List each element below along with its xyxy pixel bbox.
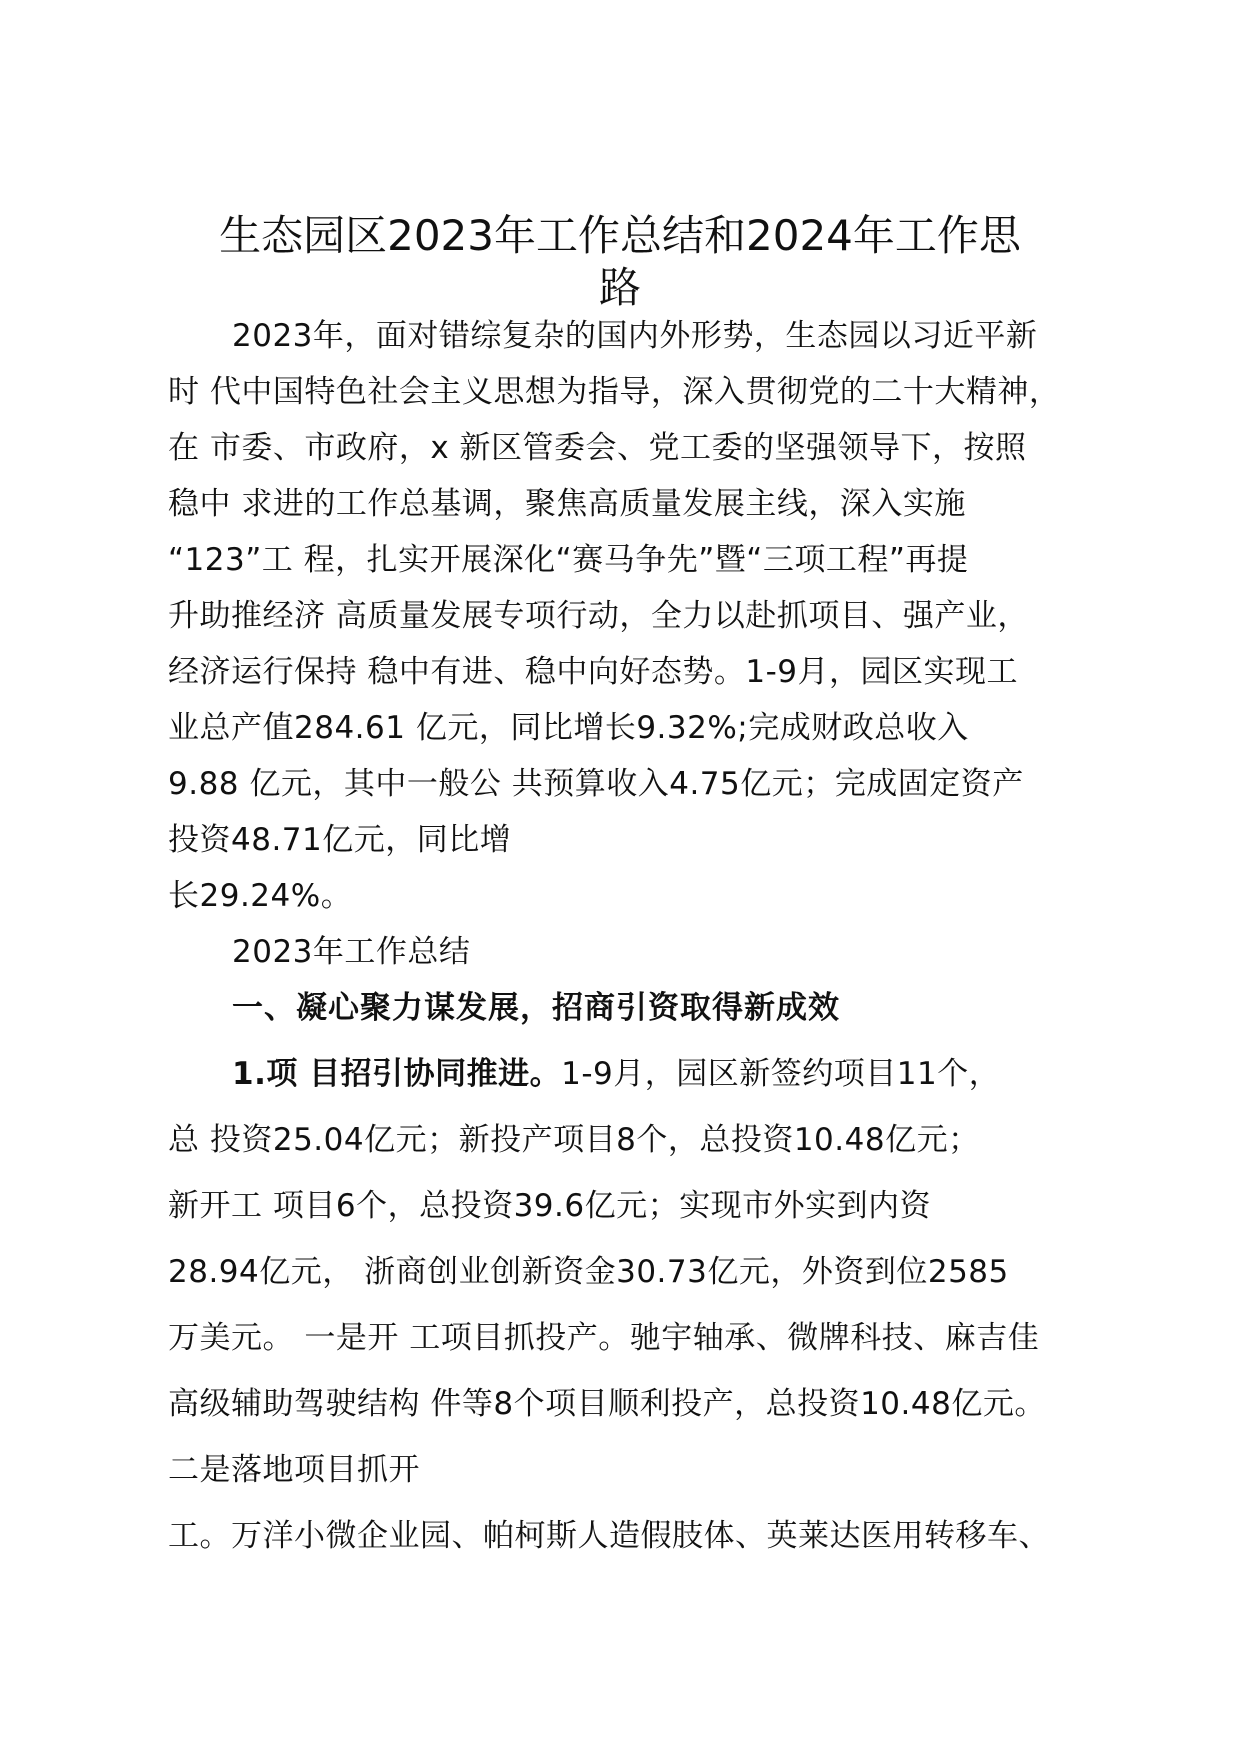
summary-heading: 2023年工作总结 (232, 934, 471, 970)
document-title-line-1: 生态园区2023年工作总结和2024年工作思 (219, 211, 1021, 260)
item-1-first-line-rest: 1-9月，园区新签约项目11个， (561, 1056, 1001, 1092)
intro-line: 2023年，面对错综复杂的国内外形势，生态园以习近平新 (232, 318, 1038, 354)
intro-line: 升助推经济 高质量发展专项行动，全力以赴抓项目、强产业， (168, 598, 1029, 634)
intro-line: “123”工 程，扎实开展深化“赛马争先”暨“三项工程”再提 (168, 542, 969, 578)
item-1-line: 总 投资25.04亿元；新投产项目8个，总投资10.48亿元； (168, 1122, 980, 1158)
intro-line: 经济运行保持 稳中有进、稳中向好态势。1-9月，园区实现工 (168, 654, 1018, 690)
item-1-line: 28.94亿元， 浙商创业创新资金30.73亿元，外资到位2585 (168, 1254, 1009, 1290)
intro-line: 投资48.71亿元，同比增 (168, 822, 512, 858)
item-1-line: 万美元。 一是开 工项目抓投产。驰宇轴承、微牌科技、麻吉佳 (168, 1320, 1040, 1356)
document-title-line-2: 路 (598, 263, 641, 312)
intro-line: 在 市委、市政府，x 新区管委会、党工委的坚强领导下，按照 (168, 430, 1027, 466)
intro-line: 稳中 求进的工作总基调，聚焦高质量发展主线，深入实施 (168, 486, 966, 522)
intro-line: 长29.24%。 (168, 878, 353, 914)
item-1-line: 工。万洋小微企业园、帕柯斯人造假肢体、英莱达医用转移车、 (168, 1518, 1050, 1554)
intro-line: 业总产值284.61 亿元，同比增长9.32%;完成财政总收入 (168, 710, 969, 746)
item-1-first-line (232, 1054, 1000, 1094)
item-1-line: 二是落地项目抓开 (168, 1452, 420, 1488)
intro-line: 9.88 亿元，其中一般公 共预算收入4.75亿元；完成固定资产 (168, 766, 1024, 802)
item-1-lead: 1.项 目招引协同推进。 (232, 1056, 562, 1092)
section-heading: 一、凝心聚力谋发展，招商引资取得新成效 (232, 990, 840, 1026)
item-1-line: 高级辅助驾驶结构 件等8个项目顺利投产，总投资10.48亿元。 (168, 1386, 1046, 1422)
intro-line: 时 代中国特色社会主义思想为指导，深入贯彻党的二十大精神， (168, 374, 1061, 410)
item-1-line: 新开工 项目6个，总投资39.6亿元；实现市外实到内资 (168, 1188, 932, 1224)
